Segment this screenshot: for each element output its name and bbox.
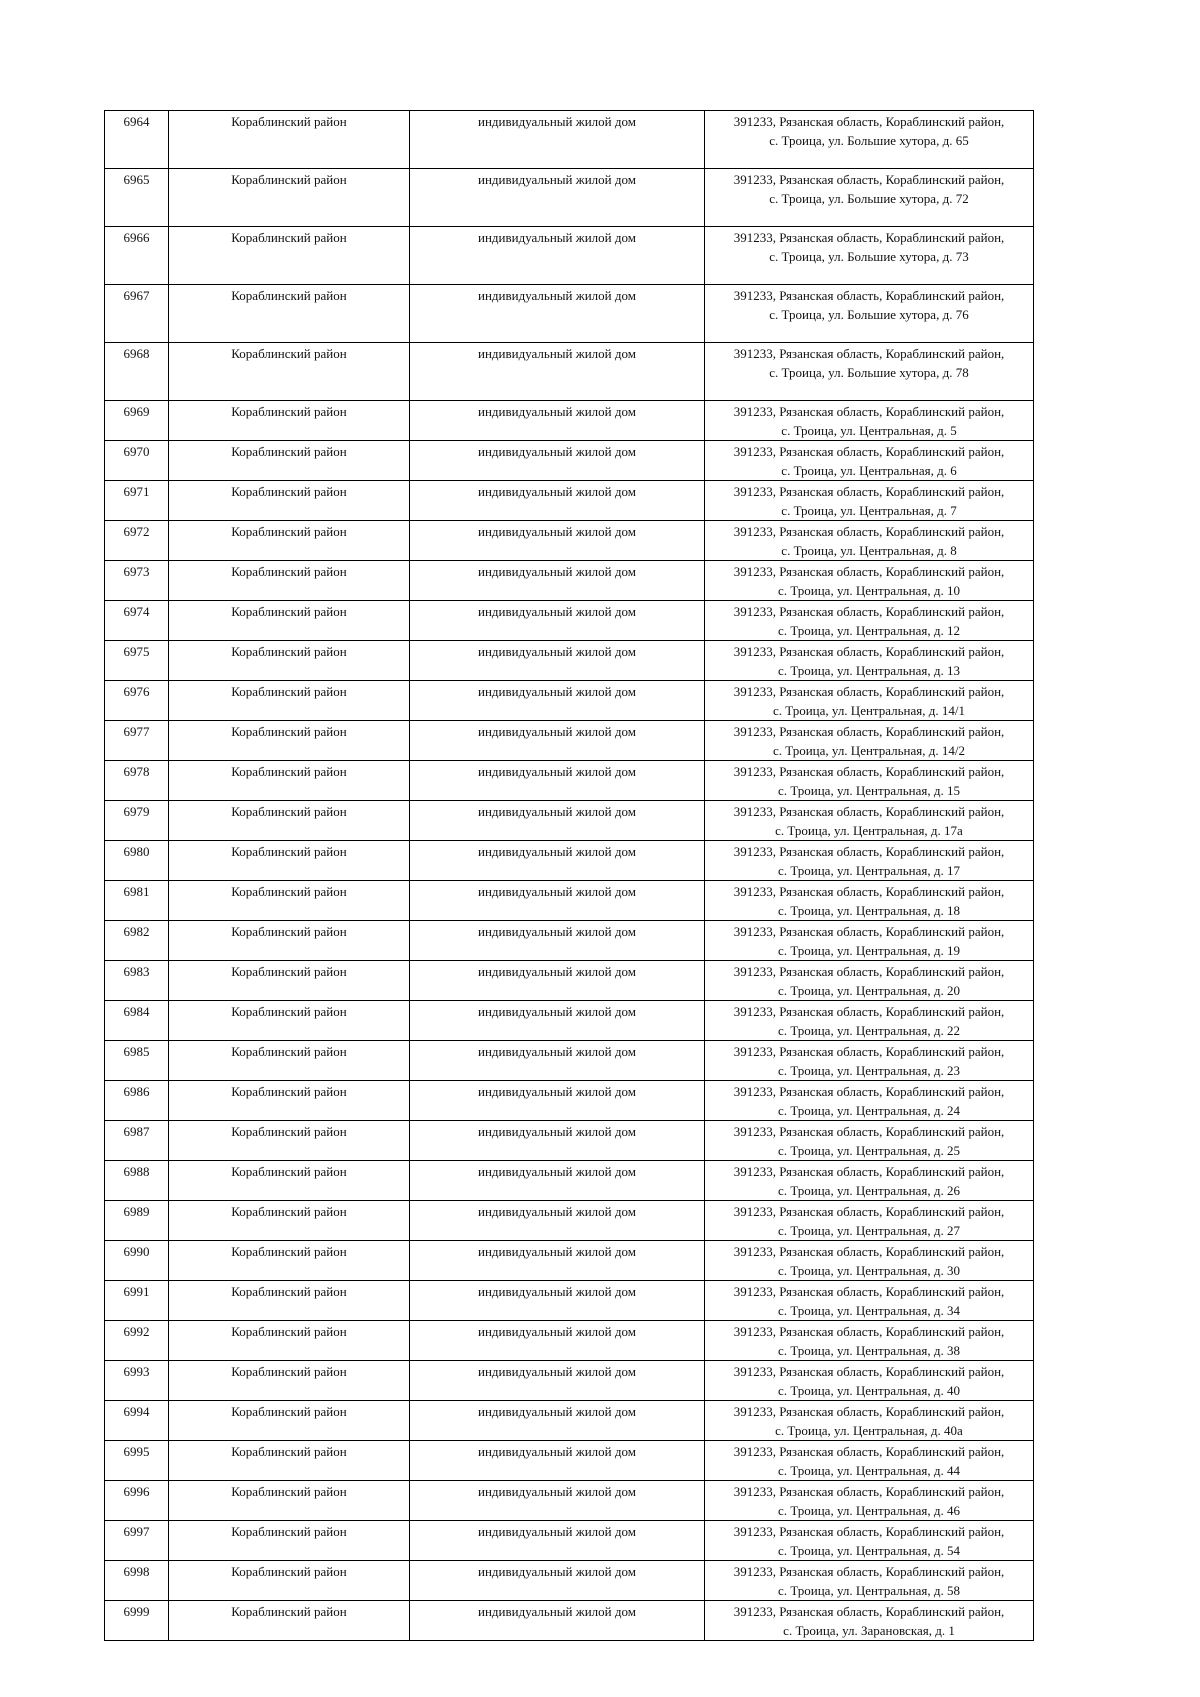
address-line-1: 391233, Рязанская область, Кораблинский район, (733, 1564, 1005, 1579)
address-line-2: с. Троица, ул. Центральная, д. 40а (775, 1423, 963, 1438)
address-line-2: с. Троица, ул. Центральная, д. 14/2 (772, 743, 965, 758)
building-type-cell: индивидуальный жилой дом (410, 961, 705, 1001)
row-number-cell: 6978 (105, 761, 169, 801)
address-line-2: с. Троица, ул. Большие хутора, д. 65 (769, 133, 969, 148)
address-cell (705, 841, 1034, 881)
address-line-2: с. Троица, ул. Центральная, д. 18 (778, 903, 960, 918)
address-line-1: 391233, Рязанская область, Кораблинский район, (733, 230, 1005, 245)
address-line-1: 391233, Рязанская область, Кораблинский район, (733, 684, 1005, 699)
row-number-cell: 6970 (105, 441, 169, 481)
building-type-cell: индивидуальный жилой дом (410, 561, 705, 601)
row-number-cell: 6981 (105, 881, 169, 921)
row-number-cell: 6976 (105, 681, 169, 721)
address-line-2: с. Троица, ул. Большие хутора, д. 72 (769, 191, 969, 206)
address-cell (705, 1481, 1034, 1521)
address-cell (705, 1041, 1034, 1081)
district-cell: Кораблинский район (169, 1441, 410, 1481)
address-line-1: 391233, Рязанская область, Кораблинский район, (733, 114, 1005, 129)
table-row (105, 961, 1034, 1001)
address-line-1: 391233, Рязанская область, Кораблинский район, (733, 1204, 1005, 1219)
table-row (105, 1081, 1034, 1121)
address-cell (705, 227, 1034, 285)
row-number-cell: 6999 (105, 1601, 169, 1641)
district-cell: Кораблинский район (169, 761, 410, 801)
district-cell: Кораблинский район (169, 1281, 410, 1321)
building-type-cell: индивидуальный жилой дом (410, 111, 705, 169)
address-line-2: с. Троица, ул. Центральная, д. 44 (778, 1463, 960, 1478)
address-line-1: 391233, Рязанская область, Кораблинский район, (733, 1284, 1005, 1299)
district-cell: Кораблинский район (169, 1241, 410, 1281)
address-line-2: с. Троица, ул. Центральная, д. 22 (778, 1023, 960, 1038)
district-cell: Кораблинский район (169, 721, 410, 761)
building-type-cell: индивидуальный жилой дом (410, 1321, 705, 1361)
address-line-1: 391233, Рязанская область, Кораблинский район, (733, 804, 1005, 819)
building-type-cell: индивидуальный жилой дом (410, 1001, 705, 1041)
address-line-2: с. Троица, ул. Большие хутора, д. 73 (769, 249, 969, 264)
address-cell (705, 441, 1034, 481)
row-number-cell: 6984 (105, 1001, 169, 1041)
table-row (105, 1281, 1034, 1321)
district-cell: Кораблинский район (169, 841, 410, 881)
row-number-cell: 6966 (105, 227, 169, 285)
address-line-2: с. Троица, ул. Большие хутора, д. 78 (769, 365, 969, 380)
district-cell: Кораблинский район (169, 227, 410, 285)
row-number-cell: 6971 (105, 481, 169, 521)
address-line-1: 391233, Рязанская область, Кораблинский район, (733, 288, 1005, 303)
building-type-cell: индивидуальный жилой дом (410, 841, 705, 881)
row-number-cell: 6997 (105, 1521, 169, 1561)
address-cell (705, 1441, 1034, 1481)
address-cell (705, 721, 1034, 761)
address-line-1: 391233, Рязанская область, Кораблинский район, (733, 764, 1005, 779)
address-cell (705, 921, 1034, 961)
address-line-2: с. Троица, ул. Большие хутора, д. 76 (769, 307, 969, 322)
table-row (105, 841, 1034, 881)
address-line-1: 391233, Рязанская область, Кораблинский район, (733, 1604, 1005, 1619)
address-line-1: 391233, Рязанская область, Кораблинский район, (733, 1004, 1005, 1019)
address-cell (705, 641, 1034, 681)
row-number-cell: 6964 (105, 111, 169, 169)
building-type-cell: индивидуальный жилой дом (410, 1241, 705, 1281)
district-cell: Кораблинский район (169, 641, 410, 681)
address-cell (705, 1121, 1034, 1161)
address-line-2: с. Троица, ул. Центральная, д. 27 (778, 1223, 960, 1238)
building-type-cell: индивидуальный жилой дом (410, 1081, 705, 1121)
district-cell: Кораблинский район (169, 1561, 410, 1601)
district-cell: Кораблинский район (169, 111, 410, 169)
district-cell: Кораблинский район (169, 1521, 410, 1561)
address-line-1: 391233, Рязанская область, Кораблинский район, (733, 1244, 1005, 1259)
address-line-2: с. Троица, ул. Центральная, д. 30 (778, 1263, 960, 1278)
building-type-cell: индивидуальный жилой дом (410, 401, 705, 441)
row-number-cell: 6968 (105, 343, 169, 401)
row-number-cell: 6990 (105, 1241, 169, 1281)
address-line-1: 391233, Рязанская область, Кораблинский район, (733, 524, 1005, 539)
table-row (105, 1601, 1034, 1641)
district-cell: Кораблинский район (169, 1041, 410, 1081)
building-type-cell: индивидуальный жилой дом (410, 1161, 705, 1201)
address-cell (705, 1401, 1034, 1441)
table-row (105, 1361, 1034, 1401)
address-line-1: 391233, Рязанская область, Кораблинский район, (733, 1484, 1005, 1499)
address-line-1: 391233, Рязанская область, Кораблинский район, (733, 964, 1005, 979)
building-type-cell: индивидуальный жилой дом (410, 343, 705, 401)
address-cell (705, 1281, 1034, 1321)
address-line-1: 391233, Рязанская область, Кораблинский район, (733, 1084, 1005, 1099)
row-number-cell: 6980 (105, 841, 169, 881)
district-cell: Кораблинский район (169, 1361, 410, 1401)
row-number-cell: 6982 (105, 921, 169, 961)
row-number-cell: 6994 (105, 1401, 169, 1441)
district-cell: Кораблинский район (169, 401, 410, 441)
building-type-cell: индивидуальный жилой дом (410, 921, 705, 961)
building-type-cell: индивидуальный жилой дом (410, 1521, 705, 1561)
address-cell (705, 285, 1034, 343)
table-row (105, 761, 1034, 801)
address-cell (705, 1241, 1034, 1281)
address-cell (705, 681, 1034, 721)
row-number-cell: 6992 (105, 1321, 169, 1361)
table-row (105, 343, 1034, 401)
address-line-2: с. Троица, ул. Центральная, д. 34 (778, 1303, 960, 1318)
table-row (105, 1441, 1034, 1481)
address-line-1: 391233, Рязанская область, Кораблинский район, (733, 604, 1005, 619)
district-cell: Кораблинский район (169, 521, 410, 561)
row-number-cell: 6995 (105, 1441, 169, 1481)
row-number-cell: 6979 (105, 801, 169, 841)
building-type-cell: индивидуальный жилой дом (410, 169, 705, 227)
housing-registry-table (104, 110, 1034, 1641)
table-row (105, 641, 1034, 681)
address-line-1: 391233, Рязанская область, Кораблинский район, (733, 172, 1005, 187)
address-line-2: с. Троица, ул. Центральная, д. 8 (781, 543, 957, 558)
district-cell: Кораблинский район (169, 1121, 410, 1161)
row-number-cell: 6989 (105, 1201, 169, 1241)
address-cell (705, 1521, 1034, 1561)
row-number-cell: 6974 (105, 601, 169, 641)
building-type-cell: индивидуальный жилой дом (410, 641, 705, 681)
table-row (105, 1241, 1034, 1281)
table-row (105, 111, 1034, 169)
table-row (105, 1161, 1034, 1201)
district-cell: Кораблинский район (169, 561, 410, 601)
address-line-2: с. Троица, ул. Центральная, д. 15 (778, 783, 960, 798)
address-line-2: с. Троица, ул. Центральная, д. 20 (778, 983, 960, 998)
table-row (105, 1201, 1034, 1241)
address-line-2: с. Троица, ул. Центральная, д. 54 (778, 1543, 960, 1558)
building-type-cell: индивидуальный жилой дом (410, 1201, 705, 1241)
address-cell (705, 521, 1034, 561)
table-row (105, 401, 1034, 441)
address-line-1: 391233, Рязанская область, Кораблинский район, (733, 924, 1005, 939)
row-number-cell: 6977 (105, 721, 169, 761)
address-cell (705, 801, 1034, 841)
table-row (105, 561, 1034, 601)
district-cell: Кораблинский район (169, 961, 410, 1001)
address-line-2: с. Троица, ул. Центральная, д. 7 (781, 503, 957, 518)
address-cell (705, 1361, 1034, 1401)
building-type-cell: индивидуальный жилой дом (410, 1041, 705, 1081)
address-line-2: с. Троица, ул. Центральная, д. 12 (778, 623, 960, 638)
address-line-1: 391233, Рязанская область, Кораблинский район, (733, 724, 1005, 739)
district-cell: Кораблинский район (169, 1081, 410, 1121)
building-type-cell: индивидуальный жилой дом (410, 285, 705, 343)
row-number-cell: 6983 (105, 961, 169, 1001)
address-cell (705, 1161, 1034, 1201)
table-row (105, 1041, 1034, 1081)
address-line-1: 391233, Рязанская область, Кораблинский район, (733, 404, 1005, 419)
address-line-1: 391233, Рязанская область, Кораблинский район, (733, 1364, 1005, 1379)
building-type-cell: индивидуальный жилой дом (410, 881, 705, 921)
district-cell: Кораблинский район (169, 1401, 410, 1441)
building-type-cell: индивидуальный жилой дом (410, 227, 705, 285)
row-number-cell: 6986 (105, 1081, 169, 1121)
address-line-1: 391233, Рязанская область, Кораблинский район, (733, 1324, 1005, 1339)
row-number-cell: 6996 (105, 1481, 169, 1521)
district-cell: Кораблинский район (169, 285, 410, 343)
building-type-cell: индивидуальный жилой дом (410, 1441, 705, 1481)
address-line-2: с. Троица, ул. Центральная, д. 5 (781, 423, 957, 438)
address-line-2: с. Троица, ул. Центральная, д. 26 (778, 1183, 960, 1198)
district-cell: Кораблинский район (169, 1161, 410, 1201)
district-cell: Кораблинский район (169, 1201, 410, 1241)
address-cell (705, 761, 1034, 801)
district-cell: Кораблинский район (169, 1001, 410, 1041)
table-row (105, 285, 1034, 343)
building-type-cell: индивидуальный жилой дом (410, 521, 705, 561)
building-type-cell: индивидуальный жилой дом (410, 1481, 705, 1521)
building-type-cell: индивидуальный жилой дом (410, 681, 705, 721)
address-line-1: 391233, Рязанская область, Кораблинский район, (733, 644, 1005, 659)
address-cell (705, 169, 1034, 227)
address-cell (705, 1561, 1034, 1601)
district-cell: Кораблинский район (169, 1601, 410, 1641)
building-type-cell: индивидуальный жилой дом (410, 801, 705, 841)
address-cell (705, 1321, 1034, 1361)
address-line-1: 391233, Рязанская область, Кораблинский район, (733, 1164, 1005, 1179)
building-type-cell: индивидуальный жилой дом (410, 1401, 705, 1441)
district-cell: Кораблинский район (169, 343, 410, 401)
address-line-2: с. Троица, ул. Центральная, д. 19 (778, 943, 960, 958)
address-line-2: с. Троица, ул. Центральная, д. 17а (775, 823, 963, 838)
address-line-1: 391233, Рязанская область, Кораблинский район, (733, 346, 1005, 361)
row-number-cell: 6973 (105, 561, 169, 601)
table-row (105, 441, 1034, 481)
address-line-1: 391233, Рязанская область, Кораблинский район, (733, 884, 1005, 899)
district-cell: Кораблинский район (169, 921, 410, 961)
building-type-cell: индивидуальный жилой дом (410, 1121, 705, 1161)
table-row (105, 521, 1034, 561)
address-line-1: 391233, Рязанская область, Кораблинский район, (733, 444, 1005, 459)
table-row (105, 1481, 1034, 1521)
district-cell: Кораблинский район (169, 881, 410, 921)
table-row (105, 1121, 1034, 1161)
address-line-2: с. Троица, ул. Центральная, д. 6 (781, 463, 957, 478)
row-number-cell: 6991 (105, 1281, 169, 1321)
address-line-2: с. Троица, ул. Центральная, д. 17 (778, 863, 960, 878)
row-number-cell: 6975 (105, 641, 169, 681)
table-row (105, 881, 1034, 921)
table-row (105, 681, 1034, 721)
address-cell (705, 343, 1034, 401)
address-line-2: с. Троица, ул. Центральная, д. 38 (778, 1343, 960, 1358)
address-cell (705, 961, 1034, 1001)
table-row (105, 601, 1034, 641)
district-cell: Кораблинский район (169, 681, 410, 721)
table-row (105, 1401, 1034, 1441)
address-line-1: 391233, Рязанская область, Кораблинский район, (733, 1044, 1005, 1059)
address-cell (705, 1001, 1034, 1041)
row-number-cell: 6969 (105, 401, 169, 441)
building-type-cell: индивидуальный жилой дом (410, 1601, 705, 1641)
address-cell (705, 561, 1034, 601)
address-line-1: 391233, Рязанская область, Кораблинский район, (733, 1444, 1005, 1459)
address-cell (705, 481, 1034, 521)
building-type-cell: индивидуальный жилой дом (410, 761, 705, 801)
address-line-1: 391233, Рязанская область, Кораблинский район, (733, 484, 1005, 499)
address-line-1: 391233, Рязанская область, Кораблинский район, (733, 1524, 1005, 1539)
district-cell: Кораблинский район (169, 481, 410, 521)
address-line-2: с. Троица, ул. Центральная, д. 13 (778, 663, 960, 678)
table-row (105, 481, 1034, 521)
address-cell (705, 1201, 1034, 1241)
address-cell (705, 1081, 1034, 1121)
building-type-cell: индивидуальный жилой дом (410, 1561, 705, 1601)
address-line-1: 391233, Рязанская область, Кораблинский район, (733, 1404, 1005, 1419)
address-line-1: 391233, Рязанская область, Кораблинский район, (733, 1124, 1005, 1139)
building-type-cell: индивидуальный жилой дом (410, 481, 705, 521)
row-number-cell: 6967 (105, 285, 169, 343)
address-line-2: с. Троица, ул. Центральная, д. 23 (778, 1063, 960, 1078)
table-row (105, 227, 1034, 285)
address-cell (705, 1601, 1034, 1641)
address-line-2: с. Троица, ул. Центральная, д. 46 (778, 1503, 960, 1518)
district-cell: Кораблинский район (169, 601, 410, 641)
table-row (105, 801, 1034, 841)
row-number-cell: 6972 (105, 521, 169, 561)
address-line-2: с. Троица, ул. Центральная, д. 40 (778, 1383, 960, 1398)
building-type-cell: индивидуальный жилой дом (410, 441, 705, 481)
row-number-cell: 6965 (105, 169, 169, 227)
row-number-cell: 6993 (105, 1361, 169, 1401)
building-type-cell: индивидуальный жилой дом (410, 1361, 705, 1401)
address-cell (705, 601, 1034, 641)
district-cell: Кораблинский район (169, 169, 410, 227)
address-cell (705, 111, 1034, 169)
district-cell: Кораблинский район (169, 1321, 410, 1361)
building-type-cell: индивидуальный жилой дом (410, 1281, 705, 1321)
building-type-cell: индивидуальный жилой дом (410, 721, 705, 761)
table-row (105, 921, 1034, 961)
address-cell (705, 881, 1034, 921)
row-number-cell: 6998 (105, 1561, 169, 1601)
table-row (105, 169, 1034, 227)
table-row (105, 721, 1034, 761)
table-row (105, 1521, 1034, 1561)
building-type-cell: индивидуальный жилой дом (410, 601, 705, 641)
address-line-2: с. Троица, ул. Зарановская, д. 1 (783, 1623, 955, 1638)
address-line-2: с. Троица, ул. Центральная, д. 10 (778, 583, 960, 598)
district-cell: Кораблинский район (169, 441, 410, 481)
row-number-cell: 6987 (105, 1121, 169, 1161)
address-line-2: с. Троица, ул. Центральная, д. 14/1 (772, 703, 965, 718)
district-cell: Кораблинский район (169, 1481, 410, 1521)
row-number-cell: 6985 (105, 1041, 169, 1081)
address-line-1: 391233, Рязанская область, Кораблинский район, (733, 564, 1005, 579)
table-row (105, 1001, 1034, 1041)
address-line-2: с. Троица, ул. Центральная, д. 25 (778, 1143, 960, 1158)
table-row (105, 1561, 1034, 1601)
address-line-2: с. Троица, ул. Центральная, д. 58 (778, 1583, 960, 1598)
address-line-1: 391233, Рязанская область, Кораблинский район, (733, 844, 1005, 859)
address-cell (705, 401, 1034, 441)
district-cell: Кораблинский район (169, 801, 410, 841)
row-number-cell: 6988 (105, 1161, 169, 1201)
address-line-2: с. Троица, ул. Центральная, д. 24 (778, 1103, 960, 1118)
table-body (105, 111, 1034, 1641)
table-row (105, 1321, 1034, 1361)
